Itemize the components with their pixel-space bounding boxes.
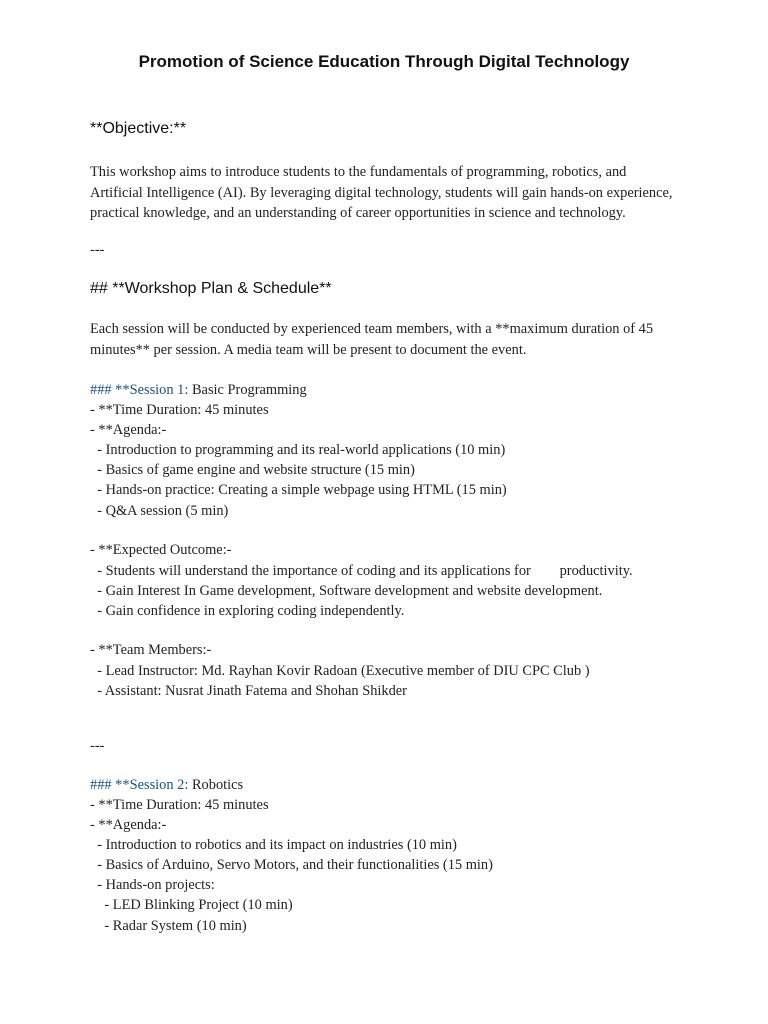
- session1-team-label: - **Team Members:-: [90, 642, 212, 658]
- session2-heading: [90, 775, 243, 795]
- session2-duration: - **Time Duration: 45 minutes: [90, 797, 269, 813]
- session1-outcome-item: - Gain Interest In Game development, Software development and website development.: [90, 583, 603, 599]
- session1-heading: [90, 380, 307, 400]
- session1-outcome-label: - **Expected Outcome:-: [90, 542, 232, 558]
- session2-agenda-item: - Basics of Arduino, Servo Motors, and their functionalities (15 min): [90, 857, 493, 873]
- objective-heading: **Objective:**: [90, 120, 187, 137]
- objective-paragraph: This workshop aims to introduce students to the fundamentals of programming, robotics, and Artificial Intelligence (AI). By leveraging digital technology, students will gain hands-on experience, practical knowledge, and an understanding of career opportunities in science and technology.: [90, 164, 673, 221]
- session1-agenda-label: - **Agenda:-: [90, 422, 167, 438]
- plan-heading: ## **Workshop Plan & Schedule**: [90, 280, 332, 297]
- session1-agenda-item: - Q&A session (5 min): [90, 503, 229, 519]
- session2-agenda-item: - Introduction to robotics and its impact on industries (10 min): [90, 837, 457, 853]
- session1-outcome-item: - Students will understand the importance of coding and its applications for productivity.: [90, 563, 633, 579]
- page-title: Promotion of Science Education Through Digital Technology: [138, 52, 630, 71]
- session1-name: Basic Programming: [188, 382, 307, 398]
- session1-duration: - **Time Duration: 45 minutes: [90, 402, 269, 418]
- separator-2: ---: [90, 738, 105, 754]
- session2-prefix: ### **Session 2:: [90, 777, 189, 793]
- session1-agenda-item: - Hands-on practice: Creating a simple webpage using HTML (15 min): [90, 482, 507, 498]
- session1-team-member: - Assistant: Nusrat Jinath Fatema and Shohan Shikder: [90, 683, 407, 699]
- plan-paragraph: Each session will be conducted by experienced team members, with a **maximum duration of 45 minutes** per session. A media team will be present to document the event.: [90, 321, 654, 358]
- session1-agenda-item: - Introduction to programming and its real-world applications (10 min): [90, 442, 506, 458]
- session1-team-member: - Lead Instructor: Md. Rayhan Kovir Radoan (Executive member of DIU CPC Club ): [90, 663, 590, 679]
- session2-name: Robotics: [188, 777, 244, 793]
- session2-agenda-subitem: - Radar System (10 min): [90, 918, 247, 934]
- session1-outcome-item: - Gain confidence in exploring coding independently.: [90, 603, 405, 619]
- session1-agenda-item: - Basics of game engine and website structure (15 min): [90, 462, 415, 478]
- session1-prefix: ### **Session 1:: [90, 382, 189, 398]
- session2-agenda-item: - Hands-on projects:: [90, 877, 215, 893]
- session2-agenda-subitem: - LED Blinking Project (10 min): [90, 897, 293, 913]
- separator-1: ---: [90, 242, 105, 258]
- session2-agenda-label: - **Agenda:-: [90, 817, 167, 833]
